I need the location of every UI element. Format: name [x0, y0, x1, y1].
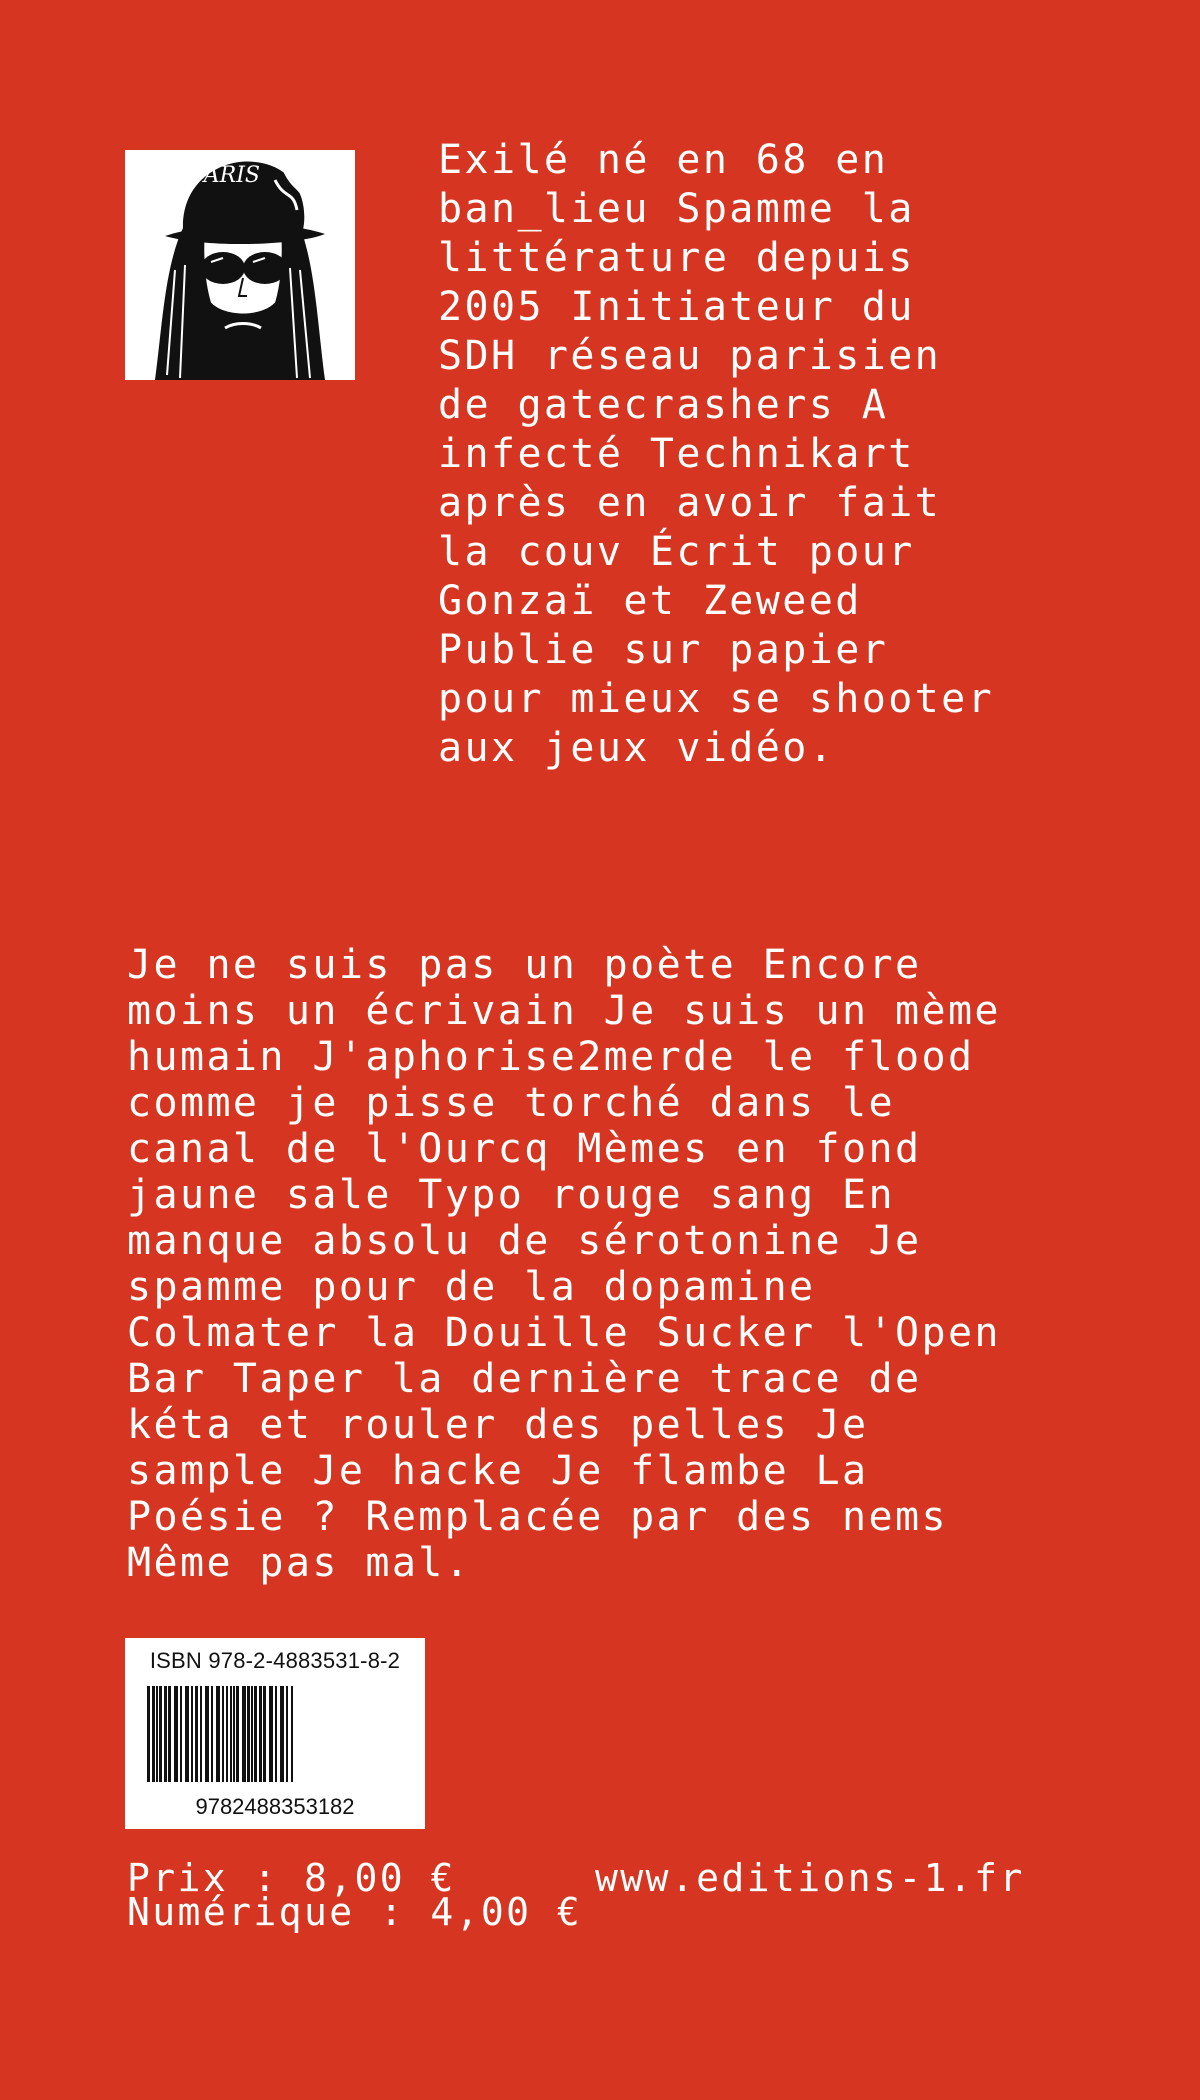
barcode-bar — [191, 1686, 193, 1782]
author-portrait — [125, 150, 355, 380]
barcode-bar — [259, 1686, 262, 1782]
author-bio: Exilé né en 68 en ban_lieu Spamme la littérature depuis 2005 Initiateur du SDH réseau parisien de gatecrashers A infecté Technikart après en avoir fait la couv Écrit pour Gonzaï et Zeweed Publie sur papier pour mieux se shooter aux jeux vidéo. — [438, 137, 995, 771]
barcode-bar — [152, 1686, 155, 1782]
barcode-bar — [230, 1686, 232, 1782]
book-blurb: Je ne suis pas un poète Encore moins un écrivain Je suis un mème humain J'aphorise2merde le flood comme je pisse torché dans le canal de l'Ourcq Mèmes en fond jaune sale Typo rouge sang En manque absolu de sérotonine Je spamme pour de la dopamine Colmater la Douille Sucker l'Open Bar Taper la dernière trace de kéta et rouler des pelles Je sample Je hacke Je flambe La Poésie ? Remplacée par des nems Même pas mal. — [127, 942, 1001, 1586]
digital-price: Numérique : 4,00 € — [127, 1890, 583, 1934]
barcode-bar — [185, 1686, 189, 1782]
barcode-bar — [195, 1686, 198, 1782]
ean-digits: 9782488353182 — [195, 1794, 355, 1819]
barcode-bar — [254, 1686, 257, 1782]
barcode-bar — [174, 1686, 178, 1782]
print-price: Prix : 8,00 € — [127, 1856, 456, 1900]
barcode-bars — [145, 1686, 405, 1786]
barcode-bar — [168, 1686, 171, 1782]
barcode-bar — [147, 1686, 150, 1782]
barcode-bar — [236, 1686, 239, 1782]
barcode-bar — [216, 1686, 220, 1782]
barcode-bar — [222, 1686, 224, 1782]
barcode-bar — [275, 1686, 277, 1782]
isbn-barcode — [125, 1638, 425, 1829]
barcode-bar — [180, 1686, 182, 1782]
barcode-bar — [263, 1686, 266, 1782]
barcode-bar — [247, 1686, 250, 1782]
author-portrait-icon — [125, 150, 355, 380]
barcode-bar — [205, 1686, 209, 1782]
barcode-bar — [242, 1686, 246, 1782]
publisher-website[interactable]: www.editions-1.fr — [595, 1856, 1025, 1900]
barcode-bar — [156, 1686, 158, 1782]
barcode-bar — [159, 1686, 162, 1782]
barcode-bar — [200, 1686, 202, 1782]
barcode-bar — [291, 1686, 293, 1782]
barcode-bar — [233, 1686, 235, 1782]
barcode-bar — [286, 1686, 288, 1782]
barcode-bar — [164, 1686, 167, 1782]
barcode-bar — [251, 1686, 253, 1782]
barcode-bar — [211, 1686, 213, 1782]
barcode-bar — [226, 1686, 228, 1782]
barcode-bar — [280, 1686, 284, 1782]
cap-text: PARIS — [191, 163, 260, 188]
isbn-label: ISBN 978-2-4883531-8-2 — [149, 1648, 401, 1673]
barcode-bar — [269, 1686, 273, 1782]
